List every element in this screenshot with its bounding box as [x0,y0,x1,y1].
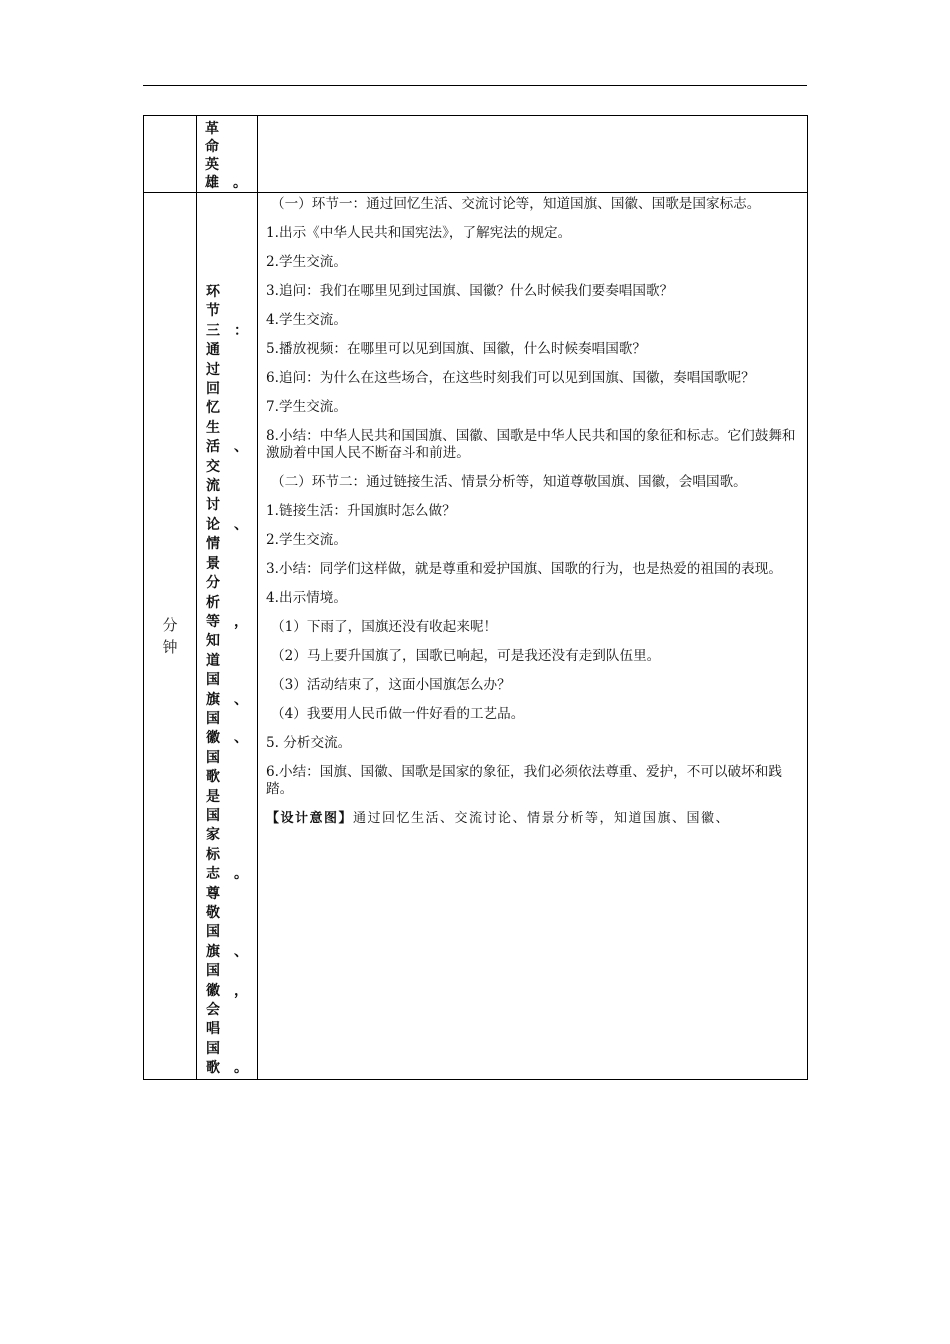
list-item: 4.学生交流。 [266,312,347,328]
list-item: 2.学生交流。 [266,254,347,270]
list-item: 6.小结：国旗、国徽、国歌是国家的象征，我们必须依法尊重、爱护，不可以破坏和践踏。 [266,764,782,797]
table-row [144,193,808,1080]
lesson-plan-table [143,115,808,1080]
list-item: 2.学生交流。 [266,532,347,548]
theme-text: 环节三：通过回忆生活、交流讨论、情景分析等，知道国旗、国徽、国歌是国家标志。尊敬国旗、国徽，会唱国歌。 [206,284,262,1077]
list-item: 5.播放视频：在哪里可以见到国旗、国徽，什么时候奏唱国歌？ [266,341,646,357]
section-heading: （二）环节二：通过链接生活、情景分析等，知道尊敬国旗、国徽，会唱国歌。 [271,474,747,490]
design-intent [266,810,799,827]
list-item: 5. 分析交流。 [266,735,352,751]
list-item: （2）马上要升国旗了，国歌已响起，可是我还没有走到队伍里。 [271,648,661,664]
content-cell [258,193,808,1080]
list-item: （1）下雨了，国旗还没有收起来呢！ [271,619,498,635]
list-item: 8.小结：中华人民共和国国旗、国徽、国歌是中华人民共和国的象征和标志。它们鼓舞和激励着中国人民不断奋斗和前进。 [266,428,796,461]
list-item: 3.小结：同学们这样做，就是尊重和爱护国旗、国歌的行为，也是热爱的祖国的表现。 [266,561,782,577]
theme-cell-top [197,116,261,193]
header-rule [143,85,807,86]
table-row [144,116,808,193]
list-item: 4.出示情境。 [266,590,347,606]
list-item: 6.追问：为什么在这些场合，在这些时刻我们可以见到国旗、国徽，奏唱国歌呢？ [266,370,755,386]
list-item: 1.出示《中华人民共和国宪法》，了解宪法的规定。 [266,225,572,241]
time-text: 分钟 [162,615,178,656]
design-intent-text: 通过回忆生活、交流讨论、情景分析等，知道国旗、国徽、 [353,811,731,826]
section-heading: （一）环节一：通过回忆生活、交流讨论等，知道国旗、国徽、国歌是国家标志。 [271,196,761,212]
list-item: （3）活动结束了，这面小国旗怎么办？ [271,677,511,693]
time-cell [144,193,197,1080]
content-body [258,193,807,831]
time-cell-top [144,116,197,193]
list-item: （4）我要用人民币做一件好看的工艺品。 [271,706,525,722]
design-intent-label: 【设计意图】 [266,811,354,826]
theme-cell [197,193,262,1080]
list-item: 7.学生交流。 [266,399,347,415]
list-item: 1.链接生活：升国旗时怎么做？ [266,503,456,519]
theme-text-top: 革命英雄。 [205,121,261,191]
content-cell-top [258,116,808,193]
list-item: 3.追问：我们在哪里见到过国旗、国徽？什么时候我们要奏唱国歌？ [266,283,674,299]
